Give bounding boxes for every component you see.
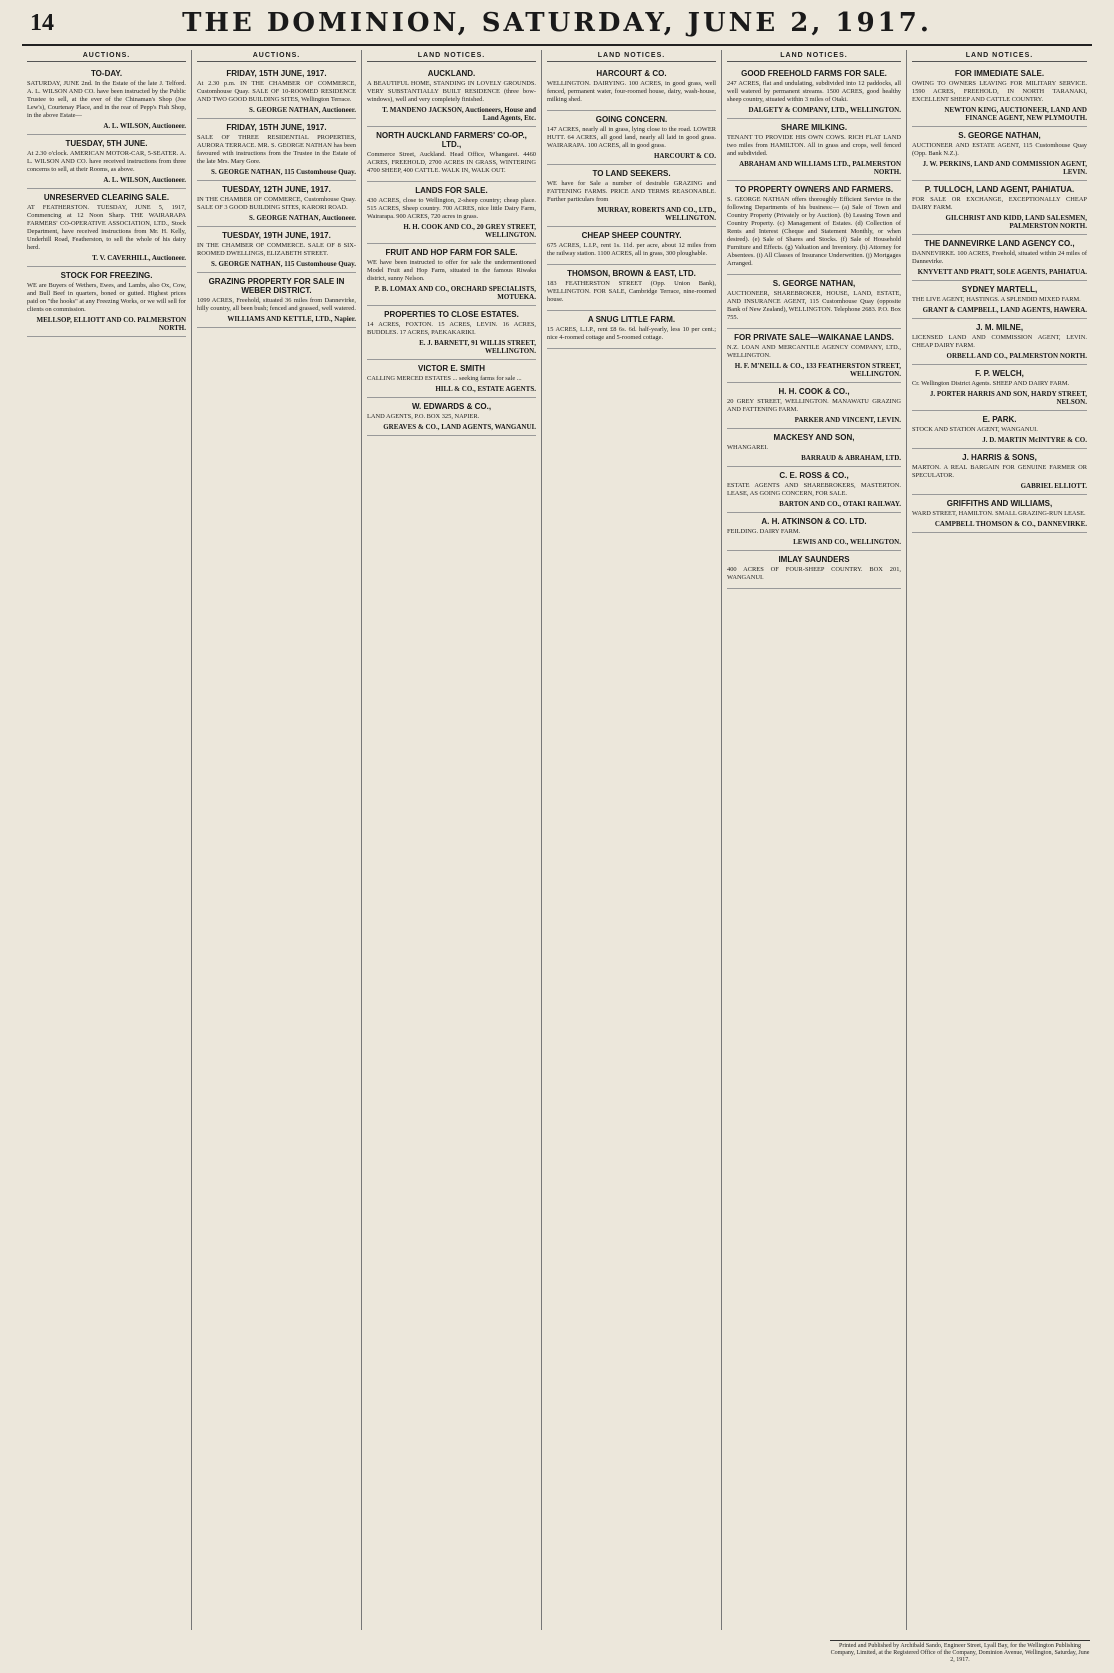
ad-body: STOCK AND STATION AGENT, WANGANUI. <box>912 426 1038 433</box>
advertisement <box>727 65 901 119</box>
column-header: LAND NOTICES. <box>727 52 901 62</box>
ad-signature: LEWIS AND CO., WELLINGTON. <box>793 538 901 546</box>
ad-signature: HILL & CO., ESTATE AGENTS. <box>435 385 536 393</box>
masthead <box>22 4 1092 46</box>
ad-heading: THE DANNEVIRKE LAND AGENCY CO., <box>924 239 1075 248</box>
advertisement <box>27 267 186 337</box>
ad-signature: MURRAY, ROBERTS AND CO., LTD., WELLINGTON. <box>597 206 716 222</box>
column-5 <box>722 50 907 1630</box>
advertisement <box>912 449 1087 495</box>
advertisement <box>367 306 536 360</box>
ad-signature: BARRAUD & ABRAHAM, LTD. <box>801 454 901 462</box>
column-header: LAND NOTICES. <box>547 52 716 62</box>
ad-signature: WILLIAMS AND KETTLE, LTD., Napier. <box>227 315 356 323</box>
ad-heading: SYDNEY MARTELL, <box>961 285 1038 294</box>
ad-heading: S. GEORGE NATHAN, <box>772 279 856 288</box>
ad-signature: T. V. CAVERHILL, Auctioneer. <box>92 254 186 262</box>
column-header: AUCTIONS. <box>197 52 356 62</box>
advertisement <box>27 135 186 189</box>
ad-heading: J. HARRIS & SONS, <box>962 453 1037 462</box>
ad-heading: GRIFFITHS AND WILLIAMS, <box>946 499 1053 508</box>
ad-body: AUCTIONEER AND ESTATE AGENT, 115 Customhouse Quay (Opp. Bank N.Z.). <box>912 142 1087 157</box>
ad-signature: S. GEORGE NATHAN, Auctioneer. <box>249 106 356 114</box>
ad-heading: FRIDAY, 15TH JUNE, 1917. <box>226 69 327 78</box>
ad-signature: ORBELL AND CO., PALMERSTON NORTH. <box>946 352 1087 360</box>
ad-signature: GABRIEL ELLIOTT. <box>1020 482 1087 490</box>
ad-body: S. GEORGE NATHAN offers thoroughly Efficient Service in the following Departments of his business:— (a) Sale of Town and Country Property (Privately or by Auction). (b) Leasing Town and Country Property. (c) Management of Estates. (d) Collection of Rents and Interest (Cheque and Statement Monthly, or when desired). (e) Sale of Shares and Stocks. (f) Sale of Household Furniture and Effects. (g) Valuation and Inventory. (h) Attorney for Absentees. (i) All Classes of Insurance Underwritten. (j) Mortgages Arranged. <box>727 196 901 267</box>
ad-body: SATURDAY, JUNE 2nd. In the Estate of the late J. Telford. A. L. WILSON AND CO. have been instructed by the Public Trustee to sell, at the ever of the Chinaman's Shop (Joe Lew's), Courtenay Place, and in the rear of Pepp's Fish Shop, in the above Estate— <box>27 80 186 119</box>
ad-body: WHANGAREI. <box>727 444 768 451</box>
ad-body: ESTATE AGENTS AND SHAREBROKERS, MASTERTON. LEASE, AS GOING CONCERN, FOR SALE. <box>727 482 901 497</box>
advertisement <box>912 65 1087 127</box>
ad-heading: TUESDAY, 5TH JUNE. <box>65 139 148 148</box>
advertisement <box>367 244 536 306</box>
ad-heading: GOING CONCERN. <box>595 115 668 124</box>
ad-heading: IMLAY SAUNDERS <box>778 555 850 564</box>
ad-body: WE are Buyers of Wethers, Ewes, and Lambs, also Ox, Cow, and Bull Beef in quarters, boned or gutted. Highest prices paid on "the hooks" at any Freezing Works, or we will sell for clients on commission. <box>27 282 186 313</box>
ad-signature: J. W. PERKINS, LAND AND COMMISSION AGENT, LEVIN. <box>922 160 1087 176</box>
ad-signature: DALGETY & COMPANY, LTD., WELLINGTON. <box>748 106 901 114</box>
advertisement <box>547 165 716 227</box>
ad-heading: S. GEORGE NATHAN, <box>958 131 1041 140</box>
ad-body: WELLINGTON. DAIRYING. 100 ACRES, in good grass, well fenced, permanent water, four-roomed house, dairy, wash-house, milking shed. <box>547 80 716 103</box>
ad-heading: A SNUG LITTLE FARM. <box>587 315 676 324</box>
ad-heading: UNRESERVED CLEARING SALE. <box>43 193 170 202</box>
advertisement <box>367 127 536 182</box>
ad-signature: E. J. BARNETT, 91 WILLIS STREET, WELLINGTON. <box>419 339 536 355</box>
ad-heading: W. EDWARDS & CO., <box>411 402 492 411</box>
ad-heading: E. PARK. <box>982 415 1017 424</box>
advertisement <box>547 265 716 311</box>
advertisement <box>367 360 536 398</box>
ad-signature: NEWTON KING, AUCTIONEER, LAND AND FINANCE AGENT, NEW PLYMOUTH. <box>944 106 1087 122</box>
ad-signature: GRANT & CAMPBELL, LAND AGENTS, HAWERA. <box>922 306 1087 314</box>
ad-body: 147 ACRES, nearly all in grass, lying close to the road. LOWER HUTT. 64 ACRES, all good land, nearly all laid in good grass. WAIRARAPA. 100 ACRES, all in good grass. <box>547 126 716 149</box>
ad-signature: T. MANDENO JACKSON, Auctioneers, House and Land Agents, Etc. <box>382 106 536 122</box>
column-3 <box>362 50 542 1630</box>
ad-body: MARTON. A REAL BARGAIN FOR GENUINE FARMER OR SPECULATOR. <box>912 464 1087 479</box>
ad-body: WE have for Sale a number of desirable GRAZING and FATTENING FARMS. PRICE AND TERMS REASONABLE. Further particulars from <box>547 180 716 203</box>
advertisement <box>912 281 1087 319</box>
ad-body: AUCTIONEER, SHAREBROKER, HOUSE, LAND, ESTATE, AND INSURANCE AGENT, 115 Customhouse Quay (opposite Bank of New Zealand), WELLINGTON. Telephone 2683. P.O. Box 755. <box>727 290 901 321</box>
ad-heading: VICTOR E. SMITH <box>418 364 485 373</box>
ad-body: WARD STREET, HAMILTON. SMALL GRAZING-RUN LEASE. <box>912 510 1086 517</box>
ad-body: OWING TO OWNERS LEAVING FOR MILITARY SERVICE. 1590 ACRES, FREEHOLD, IN NORTH TARANAKI, EXCELLENT SHEEP AND CATTLE COUNTRY. <box>912 80 1087 103</box>
ad-body: LAND AGENTS, P.O. BOX 325, NAPIER. <box>367 413 480 420</box>
advertisement <box>727 551 901 589</box>
ad-heading: TO LAND SEEKERS. <box>592 169 671 178</box>
ad-body: N.Z. LOAN AND MERCANTILE AGENCY COMPANY, LTD., WELLINGTON. <box>727 344 901 359</box>
ad-heading: J. M. MILNE, <box>975 323 1024 332</box>
ad-body: 20 GREY STREET, WELLINGTON. MANAWATU GRAZING AND FATTENING FARM. <box>727 398 901 413</box>
ad-heading: LANDS FOR SALE. <box>415 186 488 195</box>
ad-signature: S. GEORGE NATHAN, 115 Customhouse Quay. <box>211 168 356 176</box>
ad-heading: TUESDAY, 19TH JUNE, 1917. <box>222 231 331 240</box>
ad-signature: A. L. WILSON, Auctioneer. <box>103 122 186 130</box>
column-2 <box>192 50 362 1630</box>
page-number: 14 <box>30 10 54 36</box>
ad-signature: GILCHRIST AND KIDD, LAND SALESMEN, PALMERSTON NORTH. <box>945 214 1087 230</box>
advertisement <box>727 181 901 275</box>
advertisement <box>912 181 1087 235</box>
advertisement <box>367 182 536 244</box>
column-4 <box>542 50 722 1630</box>
ad-body: FOR SALE OR EXCHANGE, EXCEPTIONALLY CHEAP DAIRY FARM. <box>912 196 1087 211</box>
ad-body: 15 ACRES, L.I.P., rent £8 6s. 6d. half-yearly, less 10 per cent.; nice 4-roomed cottage and 5-roomed cottage. <box>547 326 716 341</box>
ad-body: A BEAUTIFUL HOME, STANDING IN LOVELY GROUNDS. VERY SUBSTANTIALLY BUILT RESIDENCE (three bow-windows), well and very completely finished. <box>367 80 536 103</box>
ad-body: LICENSED LAND AND COMMISSION AGENT, LEVIN. CHEAP DAIRY FARM. <box>912 334 1087 349</box>
ad-heading: FRUIT AND HOP FARM FOR SALE. <box>385 248 518 257</box>
ad-signature: S. GEORGE NATHAN, Auctioneer. <box>249 214 356 222</box>
ad-body: At 2.30 p.m. IN THE CHAMBER OF COMMERCE, Customhouse Quay. SALE OF 10-ROOMED RESIDENCE AND TWO GOOD BUILDING SITES, Wellington Terrace. <box>197 80 356 103</box>
advertisement <box>547 65 716 111</box>
ad-body: 14 ACRES, FOXTON. 15 ACRES, LEVIN. 16 ACRES, BUDDLES. 17 ACRES, PAEKAKARIKI. <box>367 321 536 336</box>
ad-heading: SHARE MILKING. <box>780 123 848 132</box>
advertisement <box>197 227 356 273</box>
advertisement <box>912 235 1087 281</box>
ad-body: 247 ACRES, flat and undulating, subdivided into 12 paddocks, all well watered by permanent streams. 1500 ACRES, good healthy sheep country, situated within 3 miles of Otaki. <box>727 80 901 103</box>
ad-signature: KNYVETT AND PRATT, SOLE AGENTS, PAHIATUA. <box>917 268 1087 276</box>
ad-body: WE have been instructed to offer for sale the undermentioned Model Fruit and Hop Farm, situated in the famous Riwaka district, sunny Nelson. <box>367 259 536 282</box>
ad-body: At 2.30 o'clock. AMERICAN MOTOR-CAR, 5-SEATER. A. L. WILSON AND CO. have received instructions from three concerns to sell, at their Rooms, as above. <box>27 150 186 173</box>
ad-heading: TO-DAY. <box>90 69 123 78</box>
column-1 <box>22 50 192 1630</box>
ad-body: Commerce Street, Auckland. Head Office, Whangarei. 4460 ACRES, FREEHOLD, 2700 ACRES IN GRASS, WINTERING 4700 SHEEP, 400 CATTLE. WALK IN, WALK OUT. <box>367 151 536 174</box>
advertisement <box>197 65 356 119</box>
ad-signature: A. L. WILSON, Auctioneer. <box>103 176 186 184</box>
advertisement <box>547 227 716 265</box>
advertisement <box>912 127 1087 181</box>
advertisement <box>197 181 356 227</box>
ad-body: THE LIVE AGENT, HASTINGS. A SPLENDID MIXED FARM. <box>912 296 1081 303</box>
advertisement <box>367 65 536 127</box>
ad-signature: ABRAHAM AND WILLIAMS LTD., PALMERSTON NORTH. <box>739 160 901 176</box>
ad-body: 675 ACRES, L.I.P., rent 1s. 11d. per acre, about 12 miles from the railway station. 1100 ACRES, all in grass, 300 ploughable. <box>547 242 716 257</box>
ad-heading: CHEAP SHEEP COUNTRY. <box>581 231 682 240</box>
ad-signature: MELLSOP, ELLIOTT AND CO. PALMERSTON NORTH. <box>36 316 186 332</box>
ad-heading: STOCK FOR FREEZING. <box>60 271 153 280</box>
ad-heading: TUESDAY, 12TH JUNE, 1917. <box>222 185 331 194</box>
ad-body: CALLING MERCED ESTATES ... seeking farms for sale ... <box>367 375 522 382</box>
ad-body: Cr. Wellington District Agents. SHEEP AND DAIRY FARM. <box>912 380 1070 387</box>
ad-heading: P. TULLOCH, LAND AGENT, PAHIATUA. <box>924 185 1075 194</box>
ad-heading: GOOD FREEHOLD FARMS FOR SALE. <box>741 69 887 78</box>
advertisement <box>727 513 901 551</box>
column-header: AUCTIONS. <box>27 52 186 62</box>
ad-heading: PROPERTIES TO CLOSE ESTATES. <box>384 310 519 319</box>
advertisement <box>912 365 1087 411</box>
advertisement <box>197 119 356 181</box>
ad-body: AT FEATHERSTON. TUESDAY, JUNE 5, 1917, Commencing at 12 Noon Sharp. THE WAIRARAPA FARMERS' CO-OPERATIVE ASSOCIATION, LTD., Stock Department, have received instructions from Mr. H. Kelly, Underhill Road, Featherston, to sell the whole of his dairy herd. <box>27 204 186 251</box>
ad-heading: GRAZING PROPERTY FOR SALE IN WEBER DISTRICT. <box>208 277 345 295</box>
advertisement <box>727 429 901 467</box>
ad-heading: NORTH AUCKLAND FARMERS' CO-OP., LTD., <box>376 131 527 149</box>
columns-container <box>22 50 1092 1630</box>
ad-body: IN THE CHAMBER OF COMMERCE. SALE OF 8 SIX-ROOMED DWELLINGS, ELIZABETH STREET. <box>197 242 356 257</box>
ad-heading: C. E. ROSS & CO., <box>779 471 849 480</box>
ad-signature: H. F. M'NEILL & CO., 133 FEATHERSTON STREET, WELLINGTON. <box>734 362 901 378</box>
ad-heading: THOMSON, BROWN & EAST, LTD. <box>567 269 696 278</box>
column-6 <box>907 50 1092 1630</box>
ad-heading: H. H. COOK & CO., <box>778 387 850 396</box>
ad-body: 400 ACRES OF FOUR-SHEEP COUNTRY. BOX 201, WANGANUI. <box>727 566 901 581</box>
ad-body: IN THE CHAMBER OF COMMERCE, Customhouse Quay. SALE OF 3 GOOD BUILDING SITES, KARORI ROAD. <box>197 196 356 211</box>
ad-signature: J. D. MARTIN McINTYRE & CO. <box>982 436 1087 444</box>
ad-heading: MACKESY AND SON, <box>773 433 855 442</box>
ad-signature: GREAVES & CO., LAND AGENTS, WANGANUI. <box>383 423 536 431</box>
ad-heading: A. H. ATKINSON & CO. LTD. <box>761 517 867 526</box>
printer-imprint: Printed and Published by Archibald Sando, Engineer Street, Lyall Bay, for the Wellington Publishing Company, Limited, at the Registered Office of the Company, Dominion Avenue, Wellington, Saturday, June 2, 1917. <box>830 1640 1090 1664</box>
advertisement <box>547 311 716 349</box>
advertisement <box>912 495 1087 533</box>
ad-body: 183 FEATHERSTON STREET (Opp. Union Bank), WELLINGTON. FOR SALE, Cambridge Terrace, nine-roomed house. <box>547 280 716 303</box>
ad-body: 1099 ACRES, Freehold, situated 36 miles from Dannevirke, hilly country, all been bush; fenced and grassed, well watered. <box>197 297 356 312</box>
advertisement <box>912 411 1087 449</box>
ad-body: SALE OF THREE RESIDENTIAL PROPERTIES, AURORA TERRACE. MR. S. GEORGE NATHAN has been favoured with instructions from the Trustee in the Estate of the late Mrs. Mary Gore. <box>197 134 356 165</box>
ad-signature: H. H. COOK AND CO., 20 GREY STREET, WELLINGTON. <box>403 223 536 239</box>
ad-heading: FOR IMMEDIATE SALE. <box>954 69 1045 78</box>
advertisement <box>727 329 901 383</box>
ad-heading: TO PROPERTY OWNERS AND FARMERS. <box>734 185 894 194</box>
advertisement <box>912 319 1087 365</box>
ad-body: TENANT TO PROVIDE HIS OWN COWS. RICH FLAT LAND two miles from HAMILTON. All in grass and crops, well fenced and subdivided. <box>727 134 901 157</box>
advertisement <box>727 275 901 329</box>
advertisement <box>727 383 901 429</box>
newspaper-title: THE DOMINION, SATURDAY, JUNE 2, 1917. <box>182 8 932 38</box>
advertisement <box>27 189 186 267</box>
ad-heading: AUCKLAND. <box>427 69 476 78</box>
advertisement <box>727 467 901 513</box>
ad-body: DANNEVIRKE. 100 ACRES, Freehold, situated within 24 miles of Dannevirke. <box>912 250 1087 265</box>
ad-signature: S. GEORGE NATHAN, 115 Customhouse Quay. <box>211 260 356 268</box>
advertisement <box>547 111 716 165</box>
column-header: LAND NOTICES. <box>367 52 536 62</box>
ad-signature: BARTON AND CO., OTAKI RAILWAY. <box>779 500 901 508</box>
ad-signature: PARKER AND VINCENT, LEVIN. <box>794 416 901 424</box>
advertisement <box>27 65 186 135</box>
ad-heading: HARCOURT & CO. <box>596 69 667 78</box>
advertisement <box>367 398 536 436</box>
column-header: LAND NOTICES. <box>912 52 1087 62</box>
ad-signature: J. PORTER HARRIS AND SON, HARDY STREET, NELSON. <box>929 390 1087 406</box>
advertisement <box>197 273 356 328</box>
ad-body: FEILDING. DAIRY FARM. <box>727 528 801 535</box>
ad-heading: FRIDAY, 15TH JUNE, 1917. <box>226 123 327 132</box>
ad-signature: P. B. LOMAX AND CO., ORCHARD SPECIALISTS, MOTUEKA. <box>374 285 536 301</box>
ad-heading: F. P. WELCH, <box>975 369 1024 378</box>
ad-heading: FOR PRIVATE SALE—WAIKANAE LANDS. <box>734 333 894 342</box>
ad-signature: CAMPBELL THOMSON & CO., DANNEVIRKE. <box>934 520 1087 528</box>
advertisement <box>727 119 901 181</box>
ad-signature: HARCOURT & CO. <box>653 152 716 160</box>
ad-body: 430 ACRES, close to Wellington, 2-sheep country; cheap place. 515 ACRES, Sheep country. 700 ACRES, nice little Dairy Farm, Wairarapa. 900 ACRES, 720 acres in grass. <box>367 197 536 220</box>
